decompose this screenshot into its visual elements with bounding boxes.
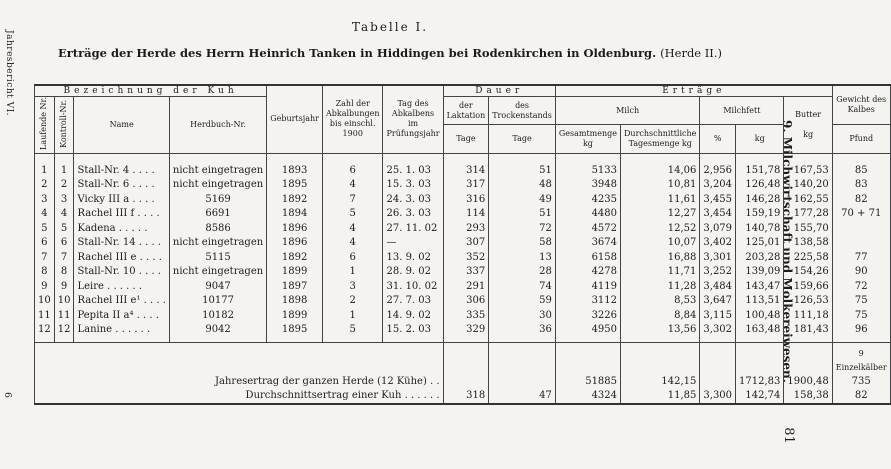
table-cell: 10177 xyxy=(169,294,266,309)
left-running-title: Jahresbericht VI. xyxy=(4,30,14,117)
table-cell: 146,28 xyxy=(736,193,784,208)
table-cell: 4 xyxy=(322,178,383,193)
table-cell: 3,302 xyxy=(700,323,736,342)
table-cell: 1898 xyxy=(267,294,323,309)
table-cell: 10,07 xyxy=(621,236,700,251)
table-cell: 155,70 xyxy=(784,222,832,237)
table-cell: 3,484 xyxy=(700,280,736,295)
table-row xyxy=(35,178,891,193)
table-cell: 1894 xyxy=(267,207,323,222)
table-cell: 154,26 xyxy=(784,265,832,280)
table-cell: 3,115 xyxy=(700,309,736,324)
table-cell: 36 xyxy=(489,323,556,342)
header-ertraege: Erträge xyxy=(555,85,832,97)
table-cell: 9047 xyxy=(169,280,266,295)
table-cell: 11,28 xyxy=(621,280,700,295)
durch-trocken: 47 xyxy=(489,389,556,404)
table-cell: 15. 2. 03 xyxy=(383,323,443,342)
table-cell: 8 xyxy=(35,265,55,280)
header-laufende: Laufende Nr. xyxy=(39,97,49,150)
table-body xyxy=(35,153,891,342)
table-cell: 12 xyxy=(54,323,74,342)
jahres-gesamt: 51885 xyxy=(555,375,620,389)
table-row xyxy=(35,222,891,237)
table-cell: 7 xyxy=(54,251,74,266)
table-cell: 83 xyxy=(832,178,890,193)
header-kontroll: Kontroll-Nr. xyxy=(59,99,69,148)
table-cell: 140,78 xyxy=(736,222,784,237)
header-dauer: Dauer xyxy=(443,85,555,97)
table-cell: 13 xyxy=(489,251,556,266)
table-cell: 1 xyxy=(322,265,383,280)
table-cell: 13. 9. 02 xyxy=(383,251,443,266)
table-cell: 1892 xyxy=(267,251,323,266)
table-cell: 1897 xyxy=(267,280,323,295)
table-cell: 30 xyxy=(489,309,556,324)
table-cell: 12,27 xyxy=(621,207,700,222)
table-cell: 31. 10. 02 xyxy=(383,280,443,295)
table-cell: 49 xyxy=(489,193,556,208)
left-margin xyxy=(2,30,16,430)
table-cell: 48 xyxy=(489,178,556,193)
table-cell: 16,88 xyxy=(621,251,700,266)
table-cell: 74 xyxy=(489,280,556,295)
table-cell: 4278 xyxy=(555,265,620,280)
header-tage-2: Tage xyxy=(489,125,556,153)
jahres-durchschnitt: 142,15 xyxy=(621,375,700,389)
table-cell: 9042 xyxy=(169,323,266,342)
table-cell xyxy=(832,236,890,251)
table-cell: 59 xyxy=(489,294,556,309)
table-cell: 77 xyxy=(832,251,890,266)
table-row xyxy=(35,309,891,324)
durch-prozent: 3,300 xyxy=(700,389,736,404)
table-cell: 11,71 xyxy=(621,265,700,280)
table-cell: 5133 xyxy=(555,153,620,178)
table-cell: 1895 xyxy=(267,323,323,342)
table-cell: 82 xyxy=(832,193,890,208)
table-cell: 3674 xyxy=(555,236,620,251)
header-fett-kg: kg xyxy=(736,125,784,153)
header-bezeichnung: Bezeichnung der Kuh xyxy=(35,85,267,97)
table-cell: 5 xyxy=(35,222,55,237)
table-cell: 10182 xyxy=(169,309,266,324)
header-abkalbungen: Zahl der Abkalbungen bis einschl. 1900 xyxy=(322,85,383,153)
herd-note: (Herde II.) xyxy=(660,46,722,60)
table-cell: 3948 xyxy=(555,178,620,193)
table-cell: Stall-Nr. 6 . . . . xyxy=(74,178,169,193)
table-cell: 70 + 71 xyxy=(832,207,890,222)
table-cell: 14,06 xyxy=(621,153,700,178)
table-cell: Stall-Nr. 4 . . . . xyxy=(74,153,169,178)
table-cell: 51 xyxy=(489,153,556,178)
table-cell: 3,301 xyxy=(700,251,736,266)
right-page-number: 81 xyxy=(780,427,796,444)
table-cell: 125,01 xyxy=(736,236,784,251)
table-cell: 177,28 xyxy=(784,207,832,222)
table-cell: 26. 3. 03 xyxy=(383,207,443,222)
table-cell: 316 xyxy=(443,193,489,208)
table-cell: 10 xyxy=(54,294,74,309)
data-table xyxy=(34,84,891,405)
jahres-fett: 1712,83 xyxy=(736,375,784,389)
table-cell: 3 xyxy=(54,193,74,208)
table-cell: 139,09 xyxy=(736,265,784,280)
table-cell: 25. 1. 03 xyxy=(383,153,443,178)
table-cell: 337 xyxy=(443,265,489,280)
header-trocken: des Trockenstands xyxy=(489,97,556,125)
table-cell: 9 xyxy=(54,280,74,295)
table-cell: 1895 xyxy=(267,178,323,193)
header-milch: Milch xyxy=(555,97,700,125)
table-cell: 167,53 xyxy=(784,153,832,178)
table-row xyxy=(35,153,891,178)
table-cell: 159,66 xyxy=(784,280,832,295)
table-row xyxy=(35,280,891,295)
table-cell: 6 xyxy=(322,251,383,266)
table-cell: 7 xyxy=(322,193,383,208)
jahres-gewicht: 735 xyxy=(832,375,890,389)
table-row xyxy=(35,265,891,280)
table-cell: 75 xyxy=(832,309,890,324)
table-cell: 5 xyxy=(54,222,74,237)
table-cell: 10,81 xyxy=(621,178,700,193)
table-cell: 114 xyxy=(443,207,489,222)
table-cell: 2 xyxy=(322,294,383,309)
table-row xyxy=(35,294,891,309)
header-milch-unit: kg xyxy=(582,139,593,149)
table-cell: 51 xyxy=(489,207,556,222)
table-cell: Leire . . . . . . xyxy=(74,280,169,295)
table-cell: Stall-Nr. 14 . . . . xyxy=(74,236,169,251)
subtitle-text: Erträge der Herde des Herrn Heinrich Tanken in Hiddingen bei Rodenkirchen in Oldenburg. xyxy=(57,46,657,60)
header-tag-abkalbens: Tag des Abkalbens im Prüfungsjahr xyxy=(383,85,443,153)
table-cell: 4 xyxy=(54,207,74,222)
table-cell: 113,51 xyxy=(736,294,784,309)
table-cell: 1896 xyxy=(267,236,323,251)
table-cell: Pepita II a⁴ . . . . xyxy=(74,309,169,324)
table-cell: 3,647 xyxy=(700,294,736,309)
table-cell: 9 xyxy=(35,280,55,295)
table-cell: 4235 xyxy=(555,193,620,208)
table-cell: 162,55 xyxy=(784,193,832,208)
table-cell: 100,48 xyxy=(736,309,784,324)
table-cell: 8,53 xyxy=(621,294,700,309)
table-cell: 317 xyxy=(443,178,489,193)
durch-gewicht: 82 xyxy=(832,389,890,404)
table-cell: Kadena . . . . . xyxy=(74,222,169,237)
durch-label: Durchschnittsertrag einer Kuh . . . . . . xyxy=(35,389,444,404)
table-cell: nicht eingetragen xyxy=(169,178,266,193)
jahres-butter: 1900,48 xyxy=(784,375,832,389)
calf-note: 9 Einzelkälber xyxy=(832,342,890,375)
table-cell: 307 xyxy=(443,236,489,251)
table-cell: 3,402 xyxy=(700,236,736,251)
table-cell: 1892 xyxy=(267,193,323,208)
table-cell: 2 xyxy=(35,178,55,193)
table-cell: 335 xyxy=(443,309,489,324)
table-cell: 126,53 xyxy=(784,294,832,309)
table-row xyxy=(35,193,891,208)
table-cell: 306 xyxy=(443,294,489,309)
table-cell: 85 xyxy=(832,153,890,178)
table-cell: Lanine . . . . . . xyxy=(74,323,169,342)
table-cell: 3 xyxy=(35,193,55,208)
durch-fett: 142,74 xyxy=(736,389,784,404)
table-row xyxy=(35,251,891,266)
durch-tagesmenge: 11,85 xyxy=(621,389,700,404)
table-cell: 151,78 xyxy=(736,153,784,178)
table-cell: 7 xyxy=(35,251,55,266)
header-tage-1: Tage xyxy=(443,125,489,153)
table-cell: 4572 xyxy=(555,222,620,237)
header-milchfett: Milchfett xyxy=(700,97,784,125)
table-cell: 163,48 xyxy=(736,323,784,342)
header-butter-unit: kg xyxy=(803,129,814,139)
table-cell: 6691 xyxy=(169,207,266,222)
table-cell: 1 xyxy=(54,153,74,178)
table-cell: 3226 xyxy=(555,309,620,324)
table-cell: nicht eingetragen xyxy=(169,153,266,178)
table-cell: 5 xyxy=(322,207,383,222)
table-cell: 4 xyxy=(322,236,383,251)
table-cell: Rachel III f . . . . xyxy=(74,207,169,222)
table-cell: 203,28 xyxy=(736,251,784,266)
table-cell: 28. 9. 02 xyxy=(383,265,443,280)
table-title: Tabelle I. xyxy=(351,20,429,34)
table-cell: 11,61 xyxy=(621,193,700,208)
header-pfund: Pfund xyxy=(832,125,890,153)
table-row xyxy=(35,323,891,342)
table-cell: 3 xyxy=(322,280,383,295)
table-cell: 4119 xyxy=(555,280,620,295)
table-cell: 27. 7. 03 xyxy=(383,294,443,309)
table-cell: 352 xyxy=(443,251,489,266)
table-cell: 24. 3. 03 xyxy=(383,193,443,208)
table-cell: 6158 xyxy=(555,251,620,266)
table-cell: 1899 xyxy=(267,265,323,280)
table-cell: 126,48 xyxy=(736,178,784,193)
table-cell: 4 xyxy=(322,222,383,237)
table-cell: 159,19 xyxy=(736,207,784,222)
table-cell: 5169 xyxy=(169,193,266,208)
table-cell: 293 xyxy=(443,222,489,237)
table-cell: nicht eingetragen xyxy=(169,265,266,280)
table-row xyxy=(35,207,891,222)
header-durchschnitt: Durchschnittliche Tagesmenge kg xyxy=(621,125,700,153)
table-cell: 6 xyxy=(54,236,74,251)
table-cell: 1896 xyxy=(267,222,323,237)
jahres-label: Jahresertrag der ganzen Herde (12 Kühe) . . xyxy=(35,375,444,389)
table-cell: 15. 3. 03 xyxy=(383,178,443,193)
table-cell: 4950 xyxy=(555,323,620,342)
table-cell: 27. 11. 02 xyxy=(383,222,443,237)
header-gewicht: Gewicht des Kalbes xyxy=(832,85,890,125)
table-cell: 140,20 xyxy=(784,178,832,193)
table-cell: 14. 9. 02 xyxy=(383,309,443,324)
durch-gesamt: 4324 xyxy=(555,389,620,404)
table-cell: 329 xyxy=(443,323,489,342)
table-cell: 2 xyxy=(54,178,74,193)
table-cell: 3112 xyxy=(555,294,620,309)
table-cell: 291 xyxy=(443,280,489,295)
table-cell: 58 xyxy=(489,236,556,251)
table-cell xyxy=(832,222,890,237)
table-cell: 4480 xyxy=(555,207,620,222)
durch-butter: 158,38 xyxy=(784,389,832,404)
header-butter: Butter kg xyxy=(784,97,832,154)
header-geburtsjahr: Geburtsjahr xyxy=(267,85,323,153)
table-cell: 111,18 xyxy=(784,309,832,324)
table-cell: 6 xyxy=(322,153,383,178)
table-cell: 138,58 xyxy=(784,236,832,251)
table-cell: 28 xyxy=(489,265,556,280)
table-cell: 96 xyxy=(832,323,890,342)
table-cell: 8586 xyxy=(169,222,266,237)
table-cell: 5 xyxy=(322,323,383,342)
table-cell: Rachel III e¹ . . . . xyxy=(74,294,169,309)
table-cell: 3,204 xyxy=(700,178,736,193)
table-cell: 1893 xyxy=(267,153,323,178)
table-cell: 5115 xyxy=(169,251,266,266)
table-cell: 12,52 xyxy=(621,222,700,237)
table-cell: 6 xyxy=(35,236,55,251)
table-cell: Rachel III e . . . . xyxy=(74,251,169,266)
table-cell: 1 xyxy=(35,153,55,178)
table-cell: 3,079 xyxy=(700,222,736,237)
header-laktation: der Laktation xyxy=(443,97,489,125)
table-cell: 75 xyxy=(832,294,890,309)
table-cell: 1899 xyxy=(267,309,323,324)
header-herdbuch: Herdbuch-Nr. xyxy=(169,97,266,154)
table-cell: 11 xyxy=(35,309,55,324)
header-prozent: % xyxy=(700,125,736,153)
table-cell: 10 xyxy=(35,294,55,309)
table-row xyxy=(35,236,891,251)
table-cell: 12 xyxy=(35,323,55,342)
table-cell: 181,43 xyxy=(784,323,832,342)
table-cell: 1 xyxy=(322,309,383,324)
header-name: Name xyxy=(74,97,169,154)
table-cell: — xyxy=(383,236,443,251)
table-cell: 72 xyxy=(832,280,890,295)
durch-laktation: 318 xyxy=(443,389,489,404)
table-cell: 13,56 xyxy=(621,323,700,342)
right-running-title: 9. Milchwirtschaft und Molkereiwesen. xyxy=(780,120,794,383)
left-page-number: 6 xyxy=(1,392,12,398)
table-cell: 143,47 xyxy=(736,280,784,295)
table-cell: 2,956 xyxy=(700,153,736,178)
table-cell: 72 xyxy=(489,222,556,237)
table-cell: 314 xyxy=(443,153,489,178)
table-cell: 8 xyxy=(54,265,74,280)
table-subtitle xyxy=(0,46,780,60)
table-cell: Stall-Nr. 10 . . . . xyxy=(74,265,169,280)
table-cell: 225,58 xyxy=(784,251,832,266)
table-cell: 90 xyxy=(832,265,890,280)
table-cell: 3,454 xyxy=(700,207,736,222)
table-cell: 3,455 xyxy=(700,193,736,208)
table-cell: 4 xyxy=(35,207,55,222)
table-cell: nicht eingetragen xyxy=(169,236,266,251)
header-gesamtmenge: Gesamtmenge kg xyxy=(555,125,620,153)
table-cell: 11 xyxy=(54,309,74,324)
table-cell: 3,252 xyxy=(700,265,736,280)
table-cell: 8,84 xyxy=(621,309,700,324)
table-cell: Vicky III a . . . . xyxy=(74,193,169,208)
